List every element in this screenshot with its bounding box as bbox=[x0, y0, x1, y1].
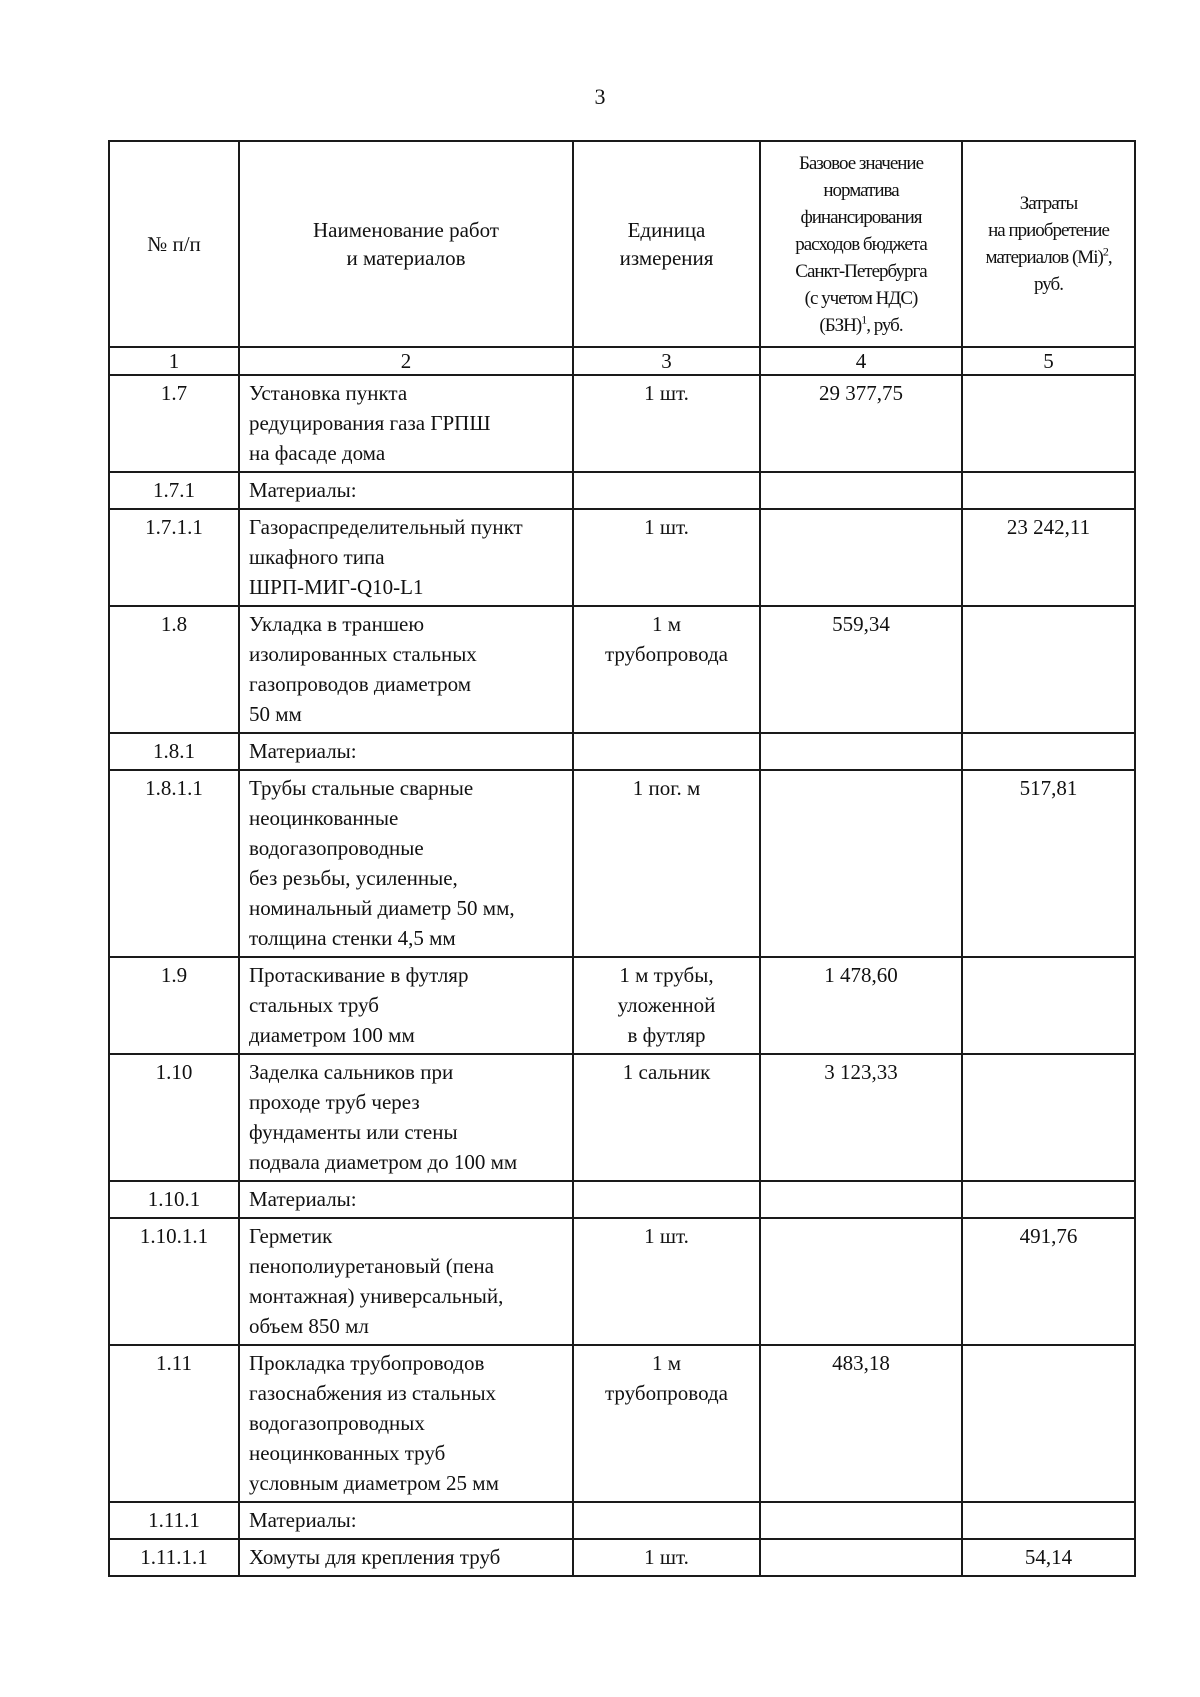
row-unit-line: 1 м трубы, bbox=[619, 963, 714, 987]
row-base-value bbox=[760, 770, 962, 957]
row-unit bbox=[573, 733, 760, 770]
row-name-line: редуцирования газа ГРПШ bbox=[249, 411, 491, 435]
row-base-value: 3 123,33 bbox=[760, 1054, 962, 1181]
row-unit bbox=[573, 1502, 760, 1539]
row-unit-line: 1 шт. bbox=[644, 381, 689, 405]
row-name bbox=[239, 472, 573, 509]
header-base-line: Санкт-Петербурга bbox=[795, 260, 927, 282]
row-name-line: номинальный диаметр 50 мм, bbox=[249, 896, 515, 920]
column-number: 5 bbox=[962, 347, 1135, 375]
row-name-line: ШРП-МИГ-Q10-L1 bbox=[249, 575, 424, 599]
table-row bbox=[109, 733, 1135, 770]
page-number: 3 bbox=[594, 84, 606, 109]
row-name bbox=[239, 1181, 573, 1218]
row-number: 1.11.1 bbox=[109, 1502, 239, 1539]
row-name-line: Хомуты для крепления труб bbox=[249, 1545, 501, 1569]
row-name-line: Установка пункта bbox=[249, 381, 408, 405]
table-row bbox=[109, 1345, 1135, 1502]
header-material-costs bbox=[962, 141, 1135, 347]
row-name-line: неоцинкованные bbox=[249, 806, 399, 830]
row-name-line: условным диаметром 25 мм bbox=[249, 1471, 499, 1495]
row-number: 1.8.1 bbox=[109, 733, 239, 770]
column-number: 2 bbox=[239, 347, 573, 375]
header-unit-line: Единица bbox=[627, 218, 706, 242]
row-unit-line: 1 пог. м bbox=[632, 776, 701, 800]
row-material-cost bbox=[962, 733, 1135, 770]
row-base-value: 1 478,60 bbox=[760, 957, 962, 1054]
row-name-line: 50 мм bbox=[249, 702, 302, 726]
row-base-value: 559,34 bbox=[760, 606, 962, 733]
row-unit-line: 1 шт. bbox=[644, 515, 689, 539]
table-row bbox=[109, 472, 1135, 509]
row-name bbox=[239, 770, 573, 957]
row-base-value: 29 377,75 bbox=[760, 375, 962, 472]
header-cost-line: Затраты bbox=[1019, 193, 1078, 214]
header-base-line: финансирования bbox=[800, 206, 922, 228]
column-number: 3 bbox=[573, 347, 760, 375]
column-numbers-row bbox=[109, 347, 1135, 375]
row-name-line: Газораспределительный пункт bbox=[249, 515, 523, 539]
header-base-line: расходов бюджета bbox=[795, 233, 927, 255]
row-unit bbox=[573, 375, 760, 472]
row-material-cost bbox=[962, 472, 1135, 509]
row-name-line: стальных труб bbox=[249, 993, 379, 1017]
row-name-line: без резьбы, усиленные, bbox=[249, 866, 458, 890]
footnote-2-marker: 2 bbox=[1102, 244, 1108, 259]
row-number: 1.8.1.1 bbox=[109, 770, 239, 957]
row-unit bbox=[573, 509, 760, 606]
header-base-line: норматива bbox=[823, 179, 899, 201]
header-unit bbox=[573, 141, 760, 347]
table-row bbox=[109, 509, 1135, 606]
column-number: 1 bbox=[109, 347, 239, 375]
row-name-line: Укладка в траншею bbox=[249, 612, 425, 636]
header-base-line: Базовое значение bbox=[798, 152, 924, 174]
row-name-line: изолированных стальных bbox=[249, 642, 477, 666]
row-unit bbox=[573, 1181, 760, 1218]
row-unit-line: 1 сальник bbox=[622, 1060, 711, 1084]
row-number: 1.7.1.1 bbox=[109, 509, 239, 606]
table-row bbox=[109, 606, 1135, 733]
row-unit bbox=[573, 1539, 760, 1576]
row-material-cost bbox=[962, 1054, 1135, 1181]
row-name-line: объем 850 мл bbox=[249, 1314, 369, 1338]
header-cost-line: на приобретение bbox=[988, 220, 1109, 241]
row-unit-line: трубопровода bbox=[605, 642, 728, 666]
row-name-line: толщина стенки 4,5 мм bbox=[249, 926, 456, 950]
row-base-value bbox=[760, 1502, 962, 1539]
row-unit-line: 1 шт. bbox=[644, 1545, 689, 1569]
row-name-line: Протаскивание в футляр bbox=[249, 963, 469, 987]
row-name bbox=[239, 1054, 573, 1181]
row-unit-line: 1 шт. bbox=[644, 1224, 689, 1248]
row-name bbox=[239, 1218, 573, 1345]
row-name-line: Материалы: bbox=[249, 478, 357, 502]
row-base-value bbox=[760, 733, 962, 770]
row-name bbox=[239, 957, 573, 1054]
row-name-line: Материалы: bbox=[249, 739, 357, 763]
row-material-cost bbox=[962, 375, 1135, 472]
table-header-row bbox=[109, 141, 1135, 347]
row-material-cost bbox=[962, 606, 1135, 733]
header-base-line: (с учетом НДС) bbox=[804, 287, 918, 309]
row-material-cost bbox=[962, 1345, 1135, 1502]
row-material-cost: 491,76 bbox=[962, 1218, 1135, 1345]
row-unit bbox=[573, 957, 760, 1054]
column-number: 4 bbox=[760, 347, 962, 375]
row-base-value bbox=[760, 1181, 962, 1218]
row-name bbox=[239, 1539, 573, 1576]
row-number: 1.11 bbox=[109, 1345, 239, 1502]
row-name-line: на фасаде дома bbox=[249, 441, 386, 465]
row-name bbox=[239, 1502, 573, 1539]
table-row bbox=[109, 770, 1135, 957]
row-number: 1.8 bbox=[109, 606, 239, 733]
row-name-line: водогазопроводных bbox=[249, 1411, 425, 1435]
row-name-line: проходе труб через bbox=[249, 1090, 420, 1114]
row-base-value bbox=[760, 1218, 962, 1345]
row-unit-line: в футляр bbox=[627, 1023, 706, 1047]
row-name-line: шкафного типа bbox=[249, 545, 385, 569]
row-name-line: водогазопроводные bbox=[249, 836, 424, 860]
row-number: 1.7 bbox=[109, 375, 239, 472]
financing-norms-table bbox=[108, 140, 1136, 1577]
row-name-line: Трубы стальные сварные bbox=[249, 776, 474, 800]
row-name-line: неоцинкованных труб bbox=[249, 1441, 446, 1465]
row-number: 1.11.1.1 bbox=[109, 1539, 239, 1576]
row-material-cost bbox=[962, 1502, 1135, 1539]
table-row bbox=[109, 1181, 1135, 1218]
table-row bbox=[109, 375, 1135, 472]
row-name-line: пенополиуретановый (пена bbox=[249, 1254, 494, 1278]
row-unit bbox=[573, 606, 760, 733]
row-name bbox=[239, 606, 573, 733]
header-name-line: и материалов bbox=[346, 246, 466, 270]
row-name-line: Герметик bbox=[249, 1224, 333, 1248]
row-name bbox=[239, 509, 573, 606]
row-unit bbox=[573, 472, 760, 509]
row-unit-line: трубопровода bbox=[605, 1381, 728, 1405]
row-number: 1.7.1 bbox=[109, 472, 239, 509]
row-unit-line: уложенной bbox=[617, 993, 716, 1017]
row-material-cost bbox=[962, 957, 1135, 1054]
row-material-cost: 517,81 bbox=[962, 770, 1135, 957]
header-name-line: Наименование работ bbox=[313, 218, 499, 242]
row-name-line: Материалы: bbox=[249, 1187, 357, 1211]
row-base-value bbox=[760, 472, 962, 509]
header-num: № п/п bbox=[109, 141, 239, 347]
row-material-cost: 54,14 bbox=[962, 1539, 1135, 1576]
header-unit-line: измерения bbox=[619, 246, 714, 270]
header-base-value bbox=[760, 141, 962, 347]
row-unit bbox=[573, 1218, 760, 1345]
row-unit bbox=[573, 770, 760, 957]
header-cost-line: руб. bbox=[1034, 274, 1063, 295]
row-name-line: Материалы: bbox=[249, 1508, 357, 1532]
row-name-line: Заделка сальников при bbox=[249, 1060, 454, 1084]
row-number: 1.10.1.1 bbox=[109, 1218, 239, 1345]
row-number: 1.10.1 bbox=[109, 1181, 239, 1218]
header-name bbox=[239, 141, 573, 347]
row-name-line: газопроводов диаметром bbox=[249, 672, 472, 696]
footnote-1-marker: 1 bbox=[861, 312, 867, 327]
row-unit bbox=[573, 1054, 760, 1181]
row-name-line: подвала диаметром до 100 мм bbox=[249, 1150, 518, 1174]
table-row bbox=[109, 957, 1135, 1054]
header-cost-line-3: материалов $(Mi)^2$, bbox=[985, 244, 1112, 268]
row-base-value: 483,18 bbox=[760, 1345, 962, 1502]
row-base-value bbox=[760, 1539, 962, 1576]
row-number: 1.10 bbox=[109, 1054, 239, 1181]
row-name-line: Прокладка трубопроводов bbox=[249, 1351, 485, 1375]
header-base-line-last: (БЗН)$^1$, руб. bbox=[819, 312, 903, 336]
row-name-line: диаметром 100 мм bbox=[249, 1023, 415, 1047]
table-row bbox=[109, 1502, 1135, 1539]
row-number: 1.9 bbox=[109, 957, 239, 1054]
row-material-cost bbox=[962, 1181, 1135, 1218]
row-unit-line: 1 м bbox=[651, 1351, 682, 1375]
row-base-value bbox=[760, 509, 962, 606]
row-name-line: газоснабжения из стальных bbox=[249, 1381, 497, 1405]
row-name bbox=[239, 733, 573, 770]
table-row bbox=[109, 1539, 1135, 1576]
table-row bbox=[109, 1218, 1135, 1345]
row-name bbox=[239, 375, 573, 472]
row-material-cost: 23 242,11 bbox=[962, 509, 1135, 606]
row-unit-line: 1 м bbox=[651, 612, 682, 636]
row-name-line: монтажная) универсальный, bbox=[249, 1284, 504, 1308]
row-name-line: фундаменты или стены bbox=[249, 1120, 458, 1144]
table-row bbox=[109, 1054, 1135, 1181]
row-name bbox=[239, 1345, 573, 1502]
row-unit bbox=[573, 1345, 760, 1502]
